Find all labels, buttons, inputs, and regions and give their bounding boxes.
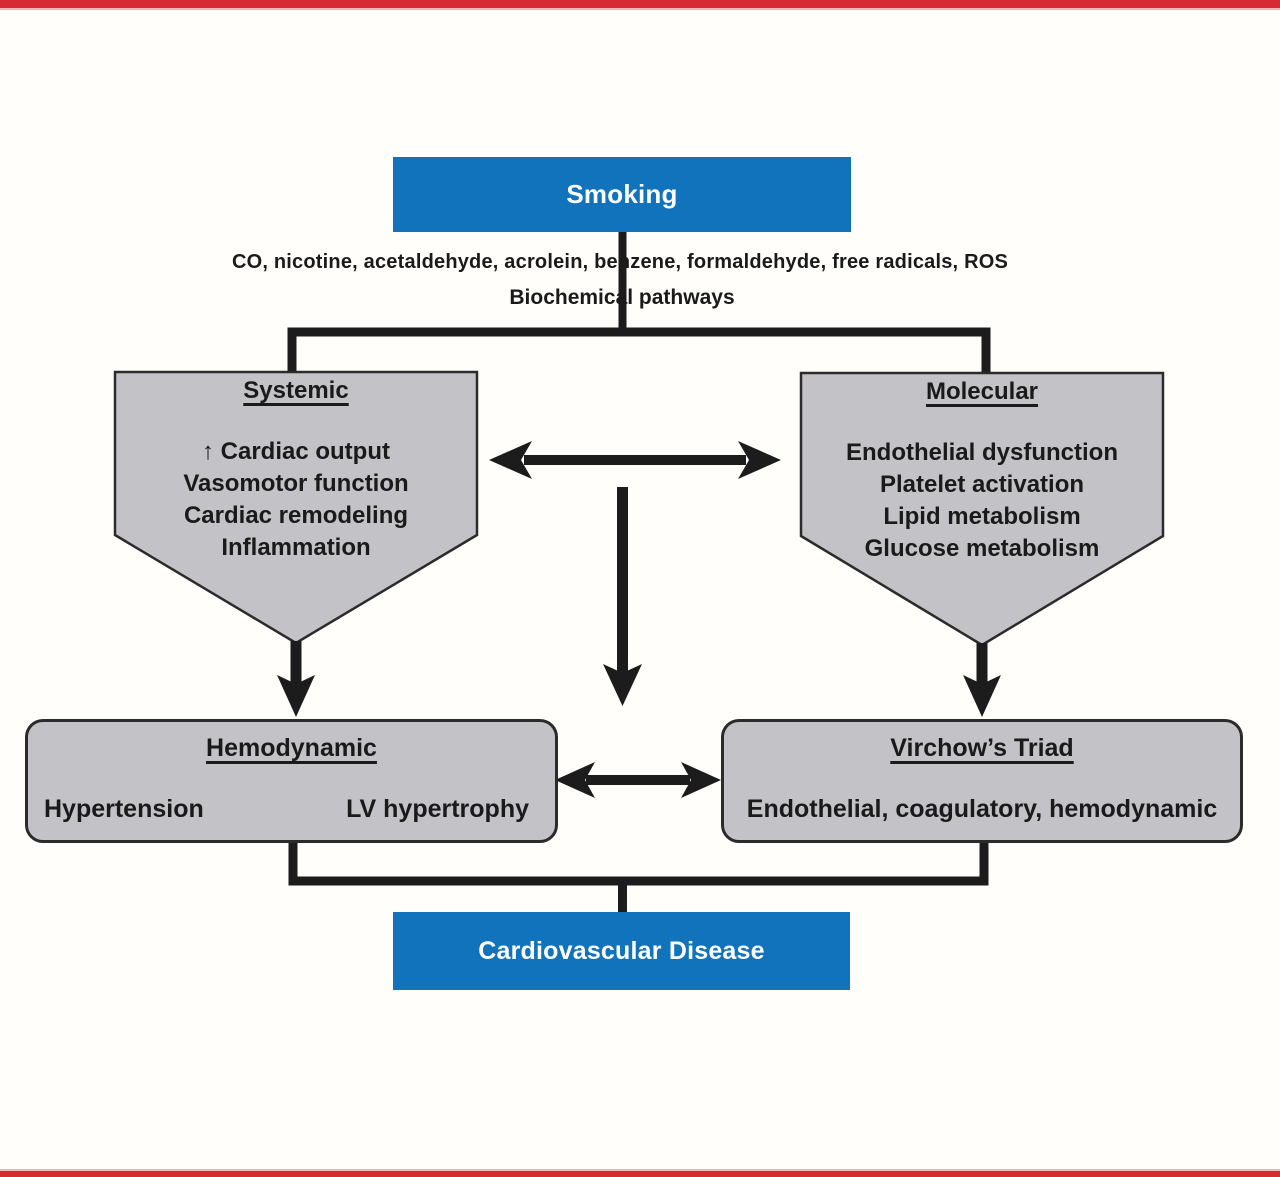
virchows-triad-title: Virchow’s Triad — [890, 734, 1074, 762]
systemic-item: ↑ Cardiac output — [201, 438, 390, 465]
arrow-center-down — [603, 487, 642, 706]
systemic-items — [115, 436, 477, 564]
molecular-item: Endothelial dysfunction — [845, 439, 1118, 466]
virchows-triad-box — [721, 719, 1243, 843]
systemic-item: Cardiac remodeling — [183, 502, 409, 529]
systemic-panel — [115, 377, 477, 564]
bottom-red-border — [0, 1171, 1280, 1177]
arrow-systemic-molecular — [489, 441, 781, 479]
molecular-item: Glucose metabolism — [864, 535, 1100, 562]
systemic-item: Vasomotor function — [183, 470, 409, 497]
molecular-item: Lipid metabolism — [883, 503, 1081, 530]
cardiovascular-disease-node: Cardiovascular Disease — [393, 912, 850, 990]
arrow-hemodynamic-virchow — [555, 762, 721, 798]
molecular-item: Platelet activation — [879, 471, 1085, 498]
virchows-triad-item: Endothelial, coagulatory, hemodynamic — [746, 795, 1218, 823]
hemodynamic-items — [28, 795, 555, 824]
hemodynamic-item: Hypertension — [44, 795, 204, 823]
virchows-triad-items — [724, 795, 1240, 824]
hemodynamic-box — [25, 719, 558, 843]
hemodynamic-item: LV hypertrophy — [346, 795, 529, 823]
molecular-items — [801, 437, 1163, 565]
arrow-molecular-virchow — [963, 643, 1001, 717]
systemic-item: Inflammation — [221, 534, 371, 561]
molecular-title: Molecular — [925, 378, 1039, 405]
hemodynamic-title: Hemodynamic — [206, 734, 377, 762]
exposure-chemicals-text: CO, nicotine, acetaldehyde, acrolein, benzene, formaldehyde, free radicals, ROS — [231, 251, 1009, 273]
molecular-panel — [801, 378, 1163, 565]
branch-connector — [292, 332, 986, 375]
smoking-node: Smoking — [393, 157, 851, 232]
merge-connector — [293, 842, 984, 881]
biochemical-pathways-text: Biochemical pathways — [509, 286, 735, 309]
systemic-title: Systemic — [243, 377, 349, 404]
arrow-systemic-hemodynamic — [277, 641, 315, 717]
